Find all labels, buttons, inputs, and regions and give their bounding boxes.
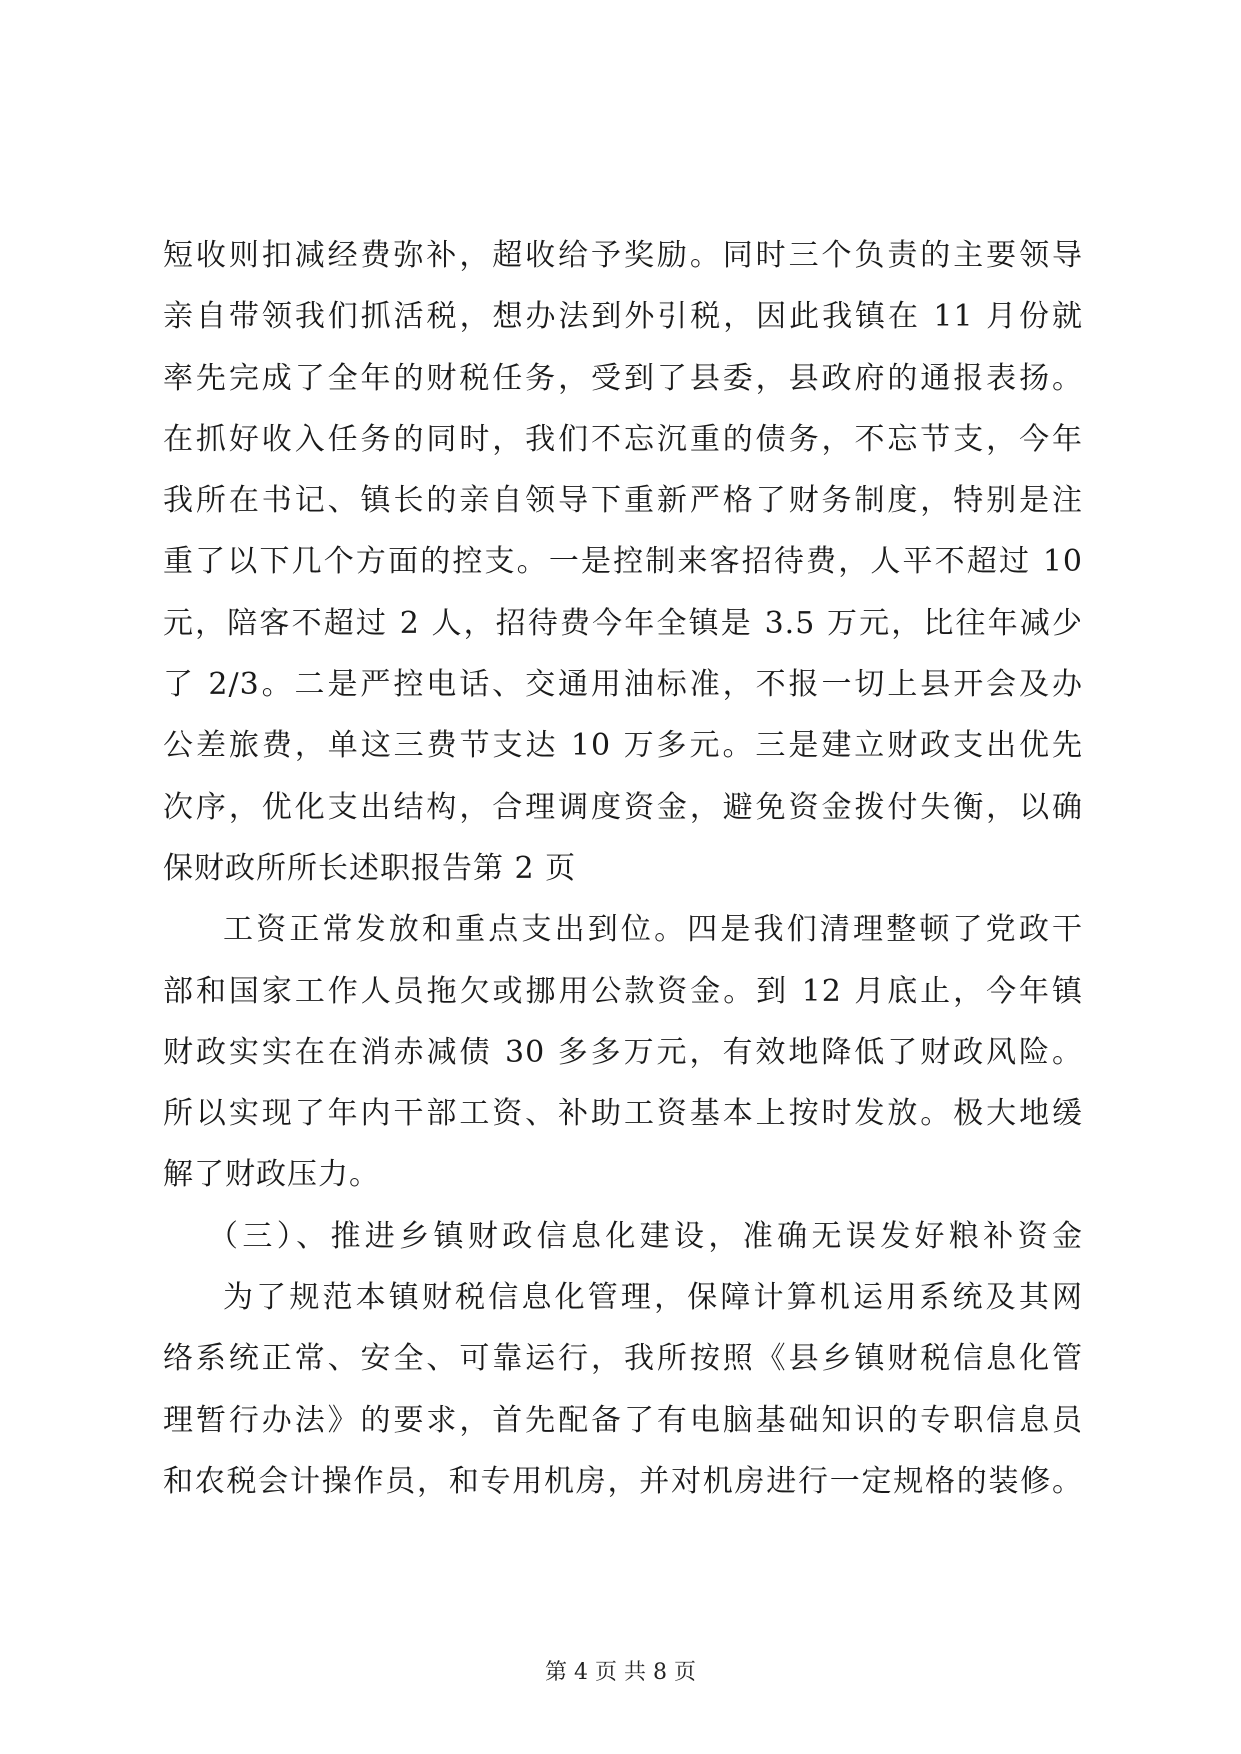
text-line: 短收则扣减经费弥补，超收给予奖励。同时三个负责的主要领导 (163, 238, 1083, 273)
text-line: 我所在书记、镇长的亲自领导下重新严格了财务制度，特别是注 (163, 483, 1083, 519)
body-text (163, 225, 1083, 1512)
text-line: 财政实实在在消赤减债 30 多多万元，有效地降低了财政风险。 (163, 1034, 1083, 1070)
page-footer: 第 4 页 共 8 页 (545, 1660, 696, 1685)
text-line: 解了财政压力。 (163, 1157, 380, 1193)
text-line: 了 2/3。二是严控电话、交通用油标准，不报一切上县开会及办 (163, 667, 1083, 703)
text-line: 保财政所所长述职报告第 2 页 (163, 850, 577, 886)
text-line: 元，陪客不超过 2 人，招待费今年全镇是 3.5 万元，比往年减少 (163, 605, 1083, 641)
text-line: 在抓好收入任务的同时，我们不忘沉重的债务，不忘节支，今年 (163, 421, 1083, 457)
text-line: 亲自带领我们抓活税，想办法到外引税，因此我镇在 11 月份就 (163, 299, 1083, 335)
text-line: 工资正常发放和重点支出到位。四是我们清理整顿了党政干 (223, 912, 1083, 948)
text-line: 公差旅费，单这三费节支达 10 万多元。三是建立财政支出优先 (163, 728, 1083, 764)
text-line: 次序，优化支出结构，合理调度资金，避免资金拨付失衡，以确 (163, 789, 1083, 825)
text-line: 部和国家工作人员拖欠或挪用公款资金。到 12 月底止，今年镇 (163, 973, 1083, 1009)
text-line: （三）、推进乡镇财政信息化建设，准确无误发好粮补资金 (208, 1218, 1083, 1254)
text-line: 络系统正常、安全、可靠运行，我所按照《县乡镇财税信息化管 (163, 1341, 1083, 1377)
text-line: 理暂行办法》的要求，首先配备了有电脑基础知识的专职信息员 (163, 1402, 1083, 1438)
text-line: 为了规范本镇财税信息化管理，保障计算机运用系统及其网 (223, 1280, 1083, 1316)
text-line: 和农税会计操作员，和专用机房，并对机房进行一定规格的装修。 (163, 1463, 1083, 1499)
text-line: 率先完成了全年的财税任务，受到了县委，县政府的通报表扬。 (163, 360, 1083, 396)
text-line: 所以实现了年内干部工资、补助工资基本上按时发放。极大地缓 (163, 1096, 1083, 1132)
text-line: 重了以下几个方面的控支。一是控制来客招待费，人平不超过 10 (163, 544, 1083, 580)
